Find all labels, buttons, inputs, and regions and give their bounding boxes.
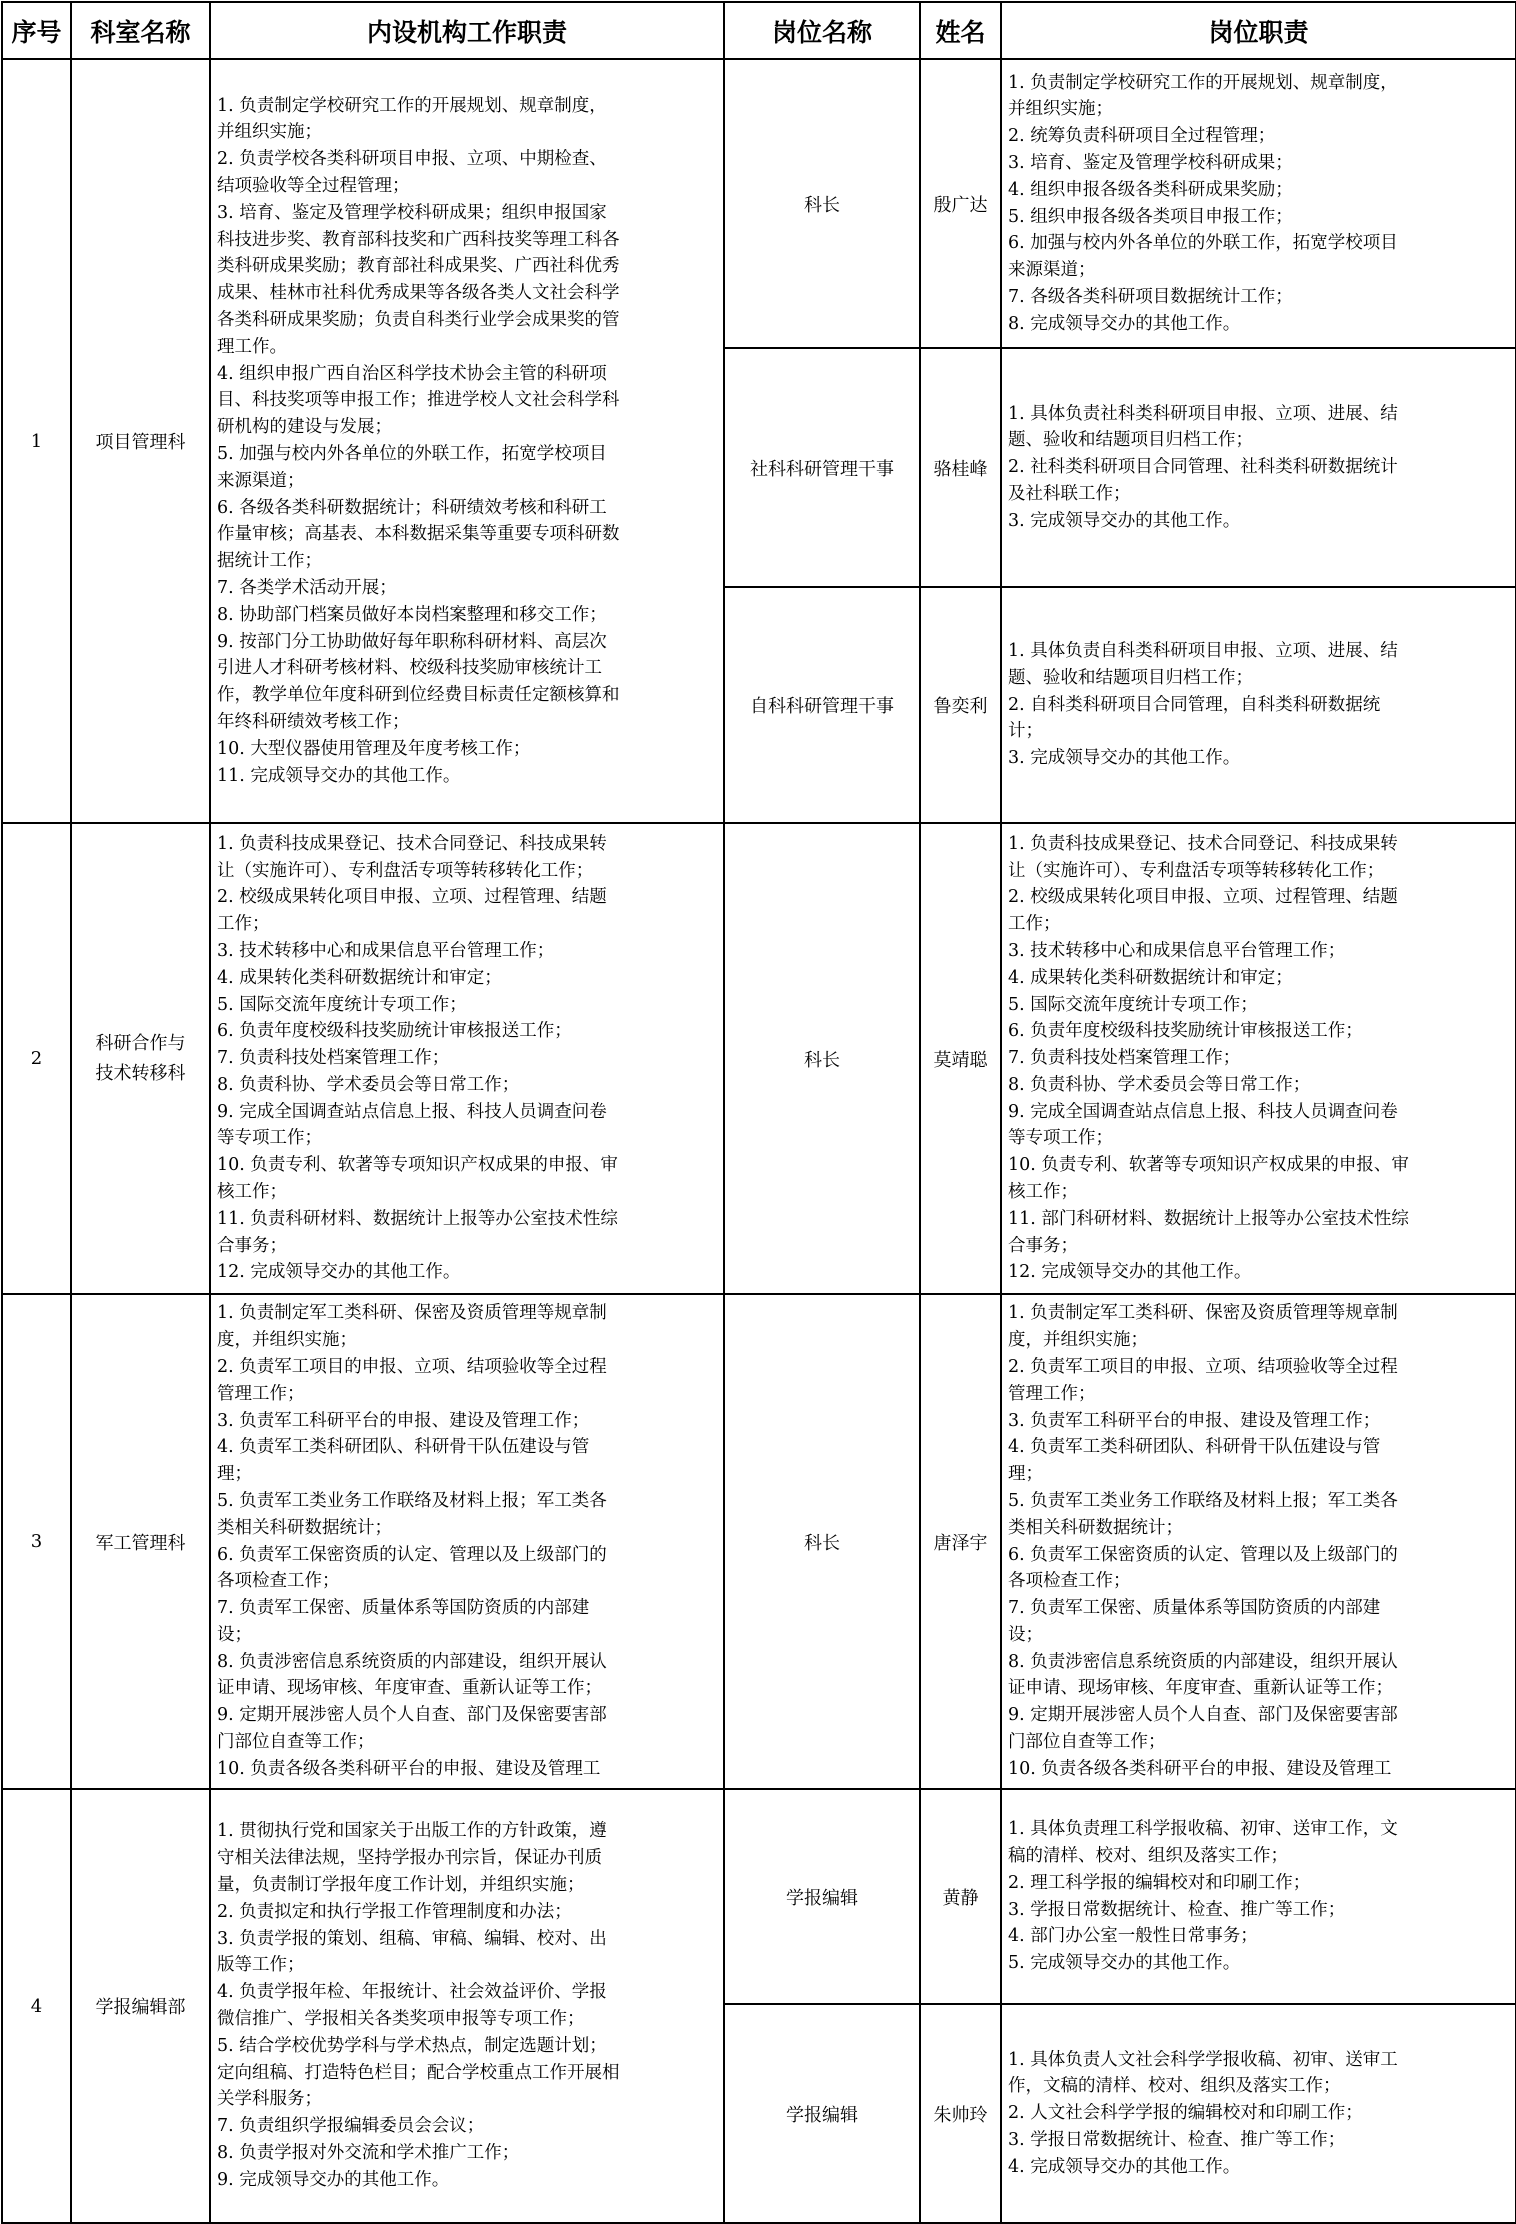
person-name: 黄静 [920,1789,1001,2004]
dept-no: 1 [2,59,71,823]
duty-line: 9. 定期开展涉密人员个人自查、部门及保密要害部 [217,1705,607,1726]
duty-line: 3. 技术转移中心和成果信息平台管理工作； [217,940,555,961]
duty-line: 7. 负责科技处档案管理工作； [217,1048,450,1069]
duty-line: 引进人才科研考核材料、校级科技奖励审核统计工 [217,658,602,679]
post-duties [1001,823,1516,1294]
duty-line: 1. 负责科技成果登记、技术合同登记、科技成果转 [217,833,607,854]
duty-line: 科技进步奖、教育部科技奖和广西科技奖等理工科各 [217,229,620,250]
post-duties [1001,1789,1516,2004]
duty-line: 2. 人文社会科学学报的编辑校对和印刷工作； [1008,2103,1363,2124]
duty-line: 设； [217,1624,252,1645]
duty-line: 6. 负责年度校级科技奖励统计审核报送工作； [217,1021,572,1042]
duty-line: 1. 负责制定学校研究工作的开展规划、规章制度， [217,95,607,116]
duty-line: 门部位自查等工作； [217,1732,375,1753]
post-duties [1001,2004,1516,2223]
duty-line: 1. 具体负责社科类科研项目申报、立项、进展、结 [1008,403,1398,424]
duty-line: 5. 负责军工类业务工作联络及材料上报；军工类各 [1008,1490,1398,1511]
header-duties: 内设机构工作职责 [210,2,724,59]
duty-line: 1. 具体负责理工科学报收稿、初审、送审工作，文 [1008,1819,1398,1840]
dept-no: 3 [2,1294,71,1789]
duty-line: 证申请、现场审核、年度审查、重新认证等工作； [1008,1678,1393,1699]
duty-line: 1. 具体负责自科类科研项目申报、立项、进展、结 [1008,641,1398,661]
duty-line: 6. 各级各类科研数据统计；科研绩效考核和科研工 [217,497,607,518]
duties-table [1,1,1516,2224]
duty-line: 5. 组织申报各级各类项目申报工作； [1008,206,1293,227]
post-duties [1001,59,1516,348]
duty-line: 类相关科研数据统计； [217,1517,392,1538]
post-name: 科长 [724,1294,920,1789]
duty-line: 6. 负责军工保密资质的认定、管理以及上级部门的 [1008,1544,1398,1565]
dept-name-line: 技术转移科 [95,1062,186,1084]
dept-name: 项目管理科 [71,59,210,823]
duty-line: 类科研成果奖励；教育部社科成果奖、广西社科优秀 [217,256,620,277]
post-name: 学报编辑 [724,1789,920,2004]
duty-line: 核工作； [217,1182,287,1203]
duty-line: 8. 负责科协、学术委员会等日常工作； [217,1074,520,1095]
duty-line: 管理工作； [217,1383,305,1404]
duty-line: 管理工作； [1008,1383,1096,1404]
person-name: 骆桂峰 [920,348,1001,587]
duty-line: 7. 各级各类科研项目数据统计工作； [1008,286,1293,307]
duty-line: 让（实施许可）、专利盘活专项等转移转化工作； [1008,860,1385,881]
duty-line: 3. 学报日常数据统计、检查、推广等工作； [1008,2129,1346,2150]
duty-line: 作，文稿的清样、校对、组织及落实工作； [1008,2076,1341,2097]
duty-line: 10. 负责专利、软著等专项知识产权成果的申报、审 [217,1155,618,1176]
duty-line: 年终科研绩效考核工作； [217,711,410,732]
duty-line: 12. 完成领导交办的其他工作。 [217,1262,461,1283]
dept-name: 军工管理科 [71,1294,210,1789]
duty-line: 4. 成果转化类科研数据统计和审定； [1008,967,1293,988]
header-no: 序号 [2,2,71,59]
post-name: 社科科研管理干事 [724,348,920,587]
duty-line: 结项验收等全过程管理； [217,176,410,197]
duty-line: 5. 结合学校优势学科与学术热点，制定选题计划； [217,2035,607,2056]
dept-duties [210,1789,724,2223]
duty-line: 4. 完成领导交办的其他工作。 [1008,2156,1241,2177]
duty-line: 并组织实施； [1008,99,1113,120]
duty-line: 3. 技术转移中心和成果信息平台管理工作； [1008,940,1346,961]
person-name: 朱帅玲 [920,2004,1001,2223]
duty-line: 作，教学单位年度科研到位经费目标责任定额核算和 [217,685,620,706]
duty-line: 3. 负责军工科研平台的申报、建设及管理工作； [217,1410,590,1431]
duty-line: 9. 完成全国调查站点信息上报、科技人员调查问卷 [217,1101,607,1122]
duty-line: 10. 大型仪器使用管理及年度考核工作； [217,738,531,759]
duty-line: 11. 部门科研材料、数据统计上报等办公室技术性综 [1008,1208,1409,1229]
duty-line: 等专项工作； [1008,1128,1113,1149]
post-duties [1001,348,1516,587]
duty-line: 9. 按部门分工协助做好每年职称科研材料、高层次 [217,631,607,652]
duty-line: 核工作； [1008,1182,1078,1203]
duty-line: 8. 负责涉密信息系统资质的内部建设，组织开展认 [1008,1651,1398,1672]
duty-line: 10. 负责专利、软著等专项知识产权成果的申报、审 [1008,1155,1409,1176]
duty-line: 理工作。 [217,336,287,357]
duty-line: 让（实施许可）、专利盘活专项等转移转化工作； [217,860,594,881]
duty-line: 2. 理工科学报的编辑校对和印刷工作； [1008,1872,1311,1893]
duty-line: 2. 自科类科研项目合同管理，自科类科研数据统 [1008,694,1381,715]
duty-line: 定向组稿、打造特色栏目；配合学校重点工作开展相 [217,2062,620,2083]
duty-line: 3. 培育、鉴定及管理学校科研成果；组织申报国家 [217,202,607,223]
duty-line: 计； [1008,721,1043,742]
duty-line: 版等工作； [217,1955,305,1976]
duty-line: 11. 完成领导交办的其他工作。 [217,765,461,786]
duty-line: 工作； [1008,914,1061,935]
duty-line: 5. 加强与校内外各单位的外联工作，拓宽学校项目 [217,444,607,464]
post-name: 学报编辑 [724,2004,920,2223]
duty-line: 1. 具体负责人文社会科学学报收稿、初审、送审工 [1008,2049,1398,2070]
dept-no: 2 [2,823,71,1294]
duty-line: 2. 负责拟定和执行学报工作管理制度和办法； [217,1901,572,1922]
duty-line: 并组织实施； [217,122,322,143]
duty-line: 3. 学报日常数据统计、检查、推广等工作； [1008,1899,1346,1920]
header-name: 姓名 [920,2,1001,59]
duty-line: 各类科研成果奖励；负责自科类行业学会成果奖的管 [217,310,620,331]
duty-line: 量，负责制订学报年度工作计划，并组织实施； [217,1875,585,1896]
dept-duties [210,823,724,1294]
duty-line: 5. 国际交流年度统计专项工作； [1008,994,1258,1015]
duty-line: 各项检查工作； [217,1571,340,1592]
duty-line: 10. 负责各级各类科研平台的申报、建设及管理工 [217,1758,601,1779]
duty-line: 微信推广、学报相关各类奖项申报等专项工作； [217,2009,585,2029]
person-name: 鲁奕利 [920,587,1001,823]
duty-line: 及社科联工作； [1008,483,1131,504]
duty-line: 2. 社科类科研项目合同管理、社科类科研数据统计 [1008,457,1398,478]
dept-duties [210,59,724,823]
duty-line: 7. 负责军工保密、质量体系等国防资质的内部建 [217,1598,590,1619]
duty-line: 类相关科研数据统计； [1008,1517,1183,1538]
dept-no: 4 [2,1789,71,2223]
duty-line: 3. 完成领导交办的其他工作。 [1008,748,1241,769]
duty-line: 8. 完成领导交办的其他工作。 [1008,313,1241,334]
duty-line: 2. 负责学校各类科研项目申报、立项、中期检查、 [217,149,607,170]
duty-line: 4. 组织申报各级各类科研成果奖励； [1008,179,1293,200]
duty-line: 关学科服务； [217,2089,322,2110]
duty-line: 题、验收和结题项目归档工作； [1008,667,1253,688]
duty-line: 1. 负责制定军工类科研、保密及资质管理等规章制 [217,1303,607,1324]
duty-line: 4. 负责军工类科研团队、科研骨干队伍建设与管 [217,1437,590,1458]
person-name: 唐泽宇 [920,1294,1001,1789]
post-duties [1001,1294,1516,1789]
duty-line: 门部位自查等工作； [1008,1732,1166,1753]
duty-line: 9. 完成领导交办的其他工作。 [217,2169,450,2190]
duty-line: 8. 负责涉密信息系统资质的内部建设，组织开展认 [217,1651,607,1672]
duty-line: 1. 贯彻执行党和国家关于出版工作的方针政策，遵 [217,1821,607,1842]
dept-name [71,823,210,1294]
duty-line: 2. 负责军工项目的申报、立项、结项验收等全过程 [1008,1356,1398,1377]
duty-line: 4. 负责军工类科研团队、科研骨干队伍建设与管 [1008,1437,1381,1458]
duty-line: 8. 协助部门档案员做好本岗档案整理和移交工作； [217,604,607,625]
duty-line: 3. 负责学报的策划、组稿、审稿、编辑、校对、出 [217,1928,607,1949]
duty-line: 8. 负责科协、学术委员会等日常工作； [1008,1074,1311,1095]
duty-line: 7. 各类学术活动开展； [217,577,397,598]
duty-line: 11. 负责科研材料、数据统计上报等办公室技术性综 [217,1208,618,1229]
post-name: 科长 [724,823,920,1294]
duty-line: 1. 负责科技成果登记、技术合同登记、科技成果转 [1008,833,1398,854]
header-row [2,2,1516,59]
duty-line: 4. 成果转化类科研数据统计和审定； [217,967,502,988]
duty-line: 8. 负责学报对外交流和学术推广工作； [217,2142,520,2163]
duty-line: 目、科技奖项等申报工作；推进学校人文社会科学科 [217,390,620,411]
duty-line: 6. 负责年度校级科技奖励统计审核报送工作； [1008,1021,1363,1042]
duty-line: 3. 负责军工科研平台的申报、建设及管理工作； [1008,1410,1381,1431]
duty-line: 9. 定期开展涉密人员个人自查、部门及保密要害部 [1008,1705,1398,1726]
duty-line: 1. 负责制定军工类科研、保密及资质管理等规章制 [1008,1303,1398,1324]
post-name: 自科科研管理干事 [724,587,920,823]
post-name: 科长 [724,59,920,348]
table-row [2,823,1516,1294]
duty-line: 5. 完成领导交办的其他工作。 [1008,1953,1241,1974]
duty-line: 度，并组织实施； [217,1330,357,1351]
duty-line: 研机构的建设与发展； [217,417,392,438]
duty-line: 证申请、现场审核、年度审查、重新认证等工作； [217,1678,602,1699]
duty-line: 成果、桂林市社科优秀成果等各级各类人文社会科学 [217,283,620,304]
dept-name-line: 科研合作与 [95,1032,186,1054]
duty-line: 7. 负责军工保密、质量体系等国防资质的内部建 [1008,1598,1381,1619]
duty-line: 1. 负责制定学校研究工作的开展规划、规章制度， [1008,72,1398,93]
dept-duties [210,1294,724,1789]
duty-line: 5. 国际交流年度统计专项工作； [217,994,467,1015]
duty-line: 稿的清样、校对、组织及落实工作； [1008,1845,1288,1866]
duty-line: 4. 部门办公室一般性日常事务； [1008,1926,1258,1947]
duty-line: 题、验收和结题项目归档工作； [1008,430,1253,451]
duty-line: 4. 负责学报年检、年报统计、社会效益评价、学报 [217,1982,607,2003]
table-row [2,59,1516,348]
duty-line: 设； [1008,1624,1043,1645]
duty-line: 2. 统筹负责科研项目全过程管理； [1008,126,1276,147]
duty-line: 作量审核；高基表、本科数据采集等重要专项科研数 [217,524,620,545]
post-duties [1001,587,1516,823]
duty-line: 守相关法律法规，坚持学报办刊宗旨，保证办刊质 [217,1848,602,1869]
duty-line: 6. 负责军工保密资质的认定、管理以及上级部门的 [217,1544,607,1565]
duty-line: 合事务； [1008,1235,1078,1256]
person-name: 殷广达 [920,59,1001,348]
duty-line: 来源渠道； [217,470,305,491]
duty-line: 度，并组织实施； [1008,1330,1148,1351]
duty-line: 工作； [217,914,270,935]
duty-line: 5. 负责军工类业务工作联络及材料上报；军工类各 [217,1490,607,1511]
duty-line: 2. 负责军工项目的申报、立项、结项验收等全过程 [217,1356,607,1377]
duty-line: 来源渠道； [1008,260,1096,281]
duty-line: 10. 负责各级各类科研平台的申报、建设及管理工 [1008,1758,1392,1779]
duty-line: 7. 负责科技处档案管理工作； [1008,1048,1241,1069]
person-name: 莫靖聪 [920,823,1001,1294]
header-post-duties: 岗位职责 [1001,2,1516,59]
duty-line: 理； [1008,1464,1043,1485]
duty-line: 4. 组织申报广西自治区科学技术协会主管的科研项 [217,363,607,384]
table-row [2,1789,1516,2004]
duty-line: 9. 完成全国调查站点信息上报、科技人员调查问卷 [1008,1101,1398,1122]
duty-line: 12. 完成领导交办的其他工作。 [1008,1262,1252,1283]
duty-line: 理； [217,1464,252,1485]
duty-line: 6. 加强与校内外各单位的外联工作，拓宽学校项目 [1008,233,1398,254]
dept-name: 学报编辑部 [71,1789,210,2223]
duty-line: 3. 完成领导交办的其他工作。 [1008,510,1241,531]
duty-line: 等专项工作； [217,1128,322,1149]
duty-line: 2. 校级成果转化项目申报、立项、过程管理、结题 [217,887,607,908]
header-post: 岗位名称 [724,2,920,59]
duty-line: 3. 培育、鉴定及管理学校科研成果； [1008,152,1293,173]
table-row [2,1294,1516,1789]
header-dept: 科室名称 [71,2,210,59]
duty-line: 7. 负责组织学报编辑委员会会议； [217,2116,485,2137]
duty-line: 据统计工作； [217,551,322,572]
duty-line: 合事务； [217,1235,287,1256]
duty-line: 各项检查工作； [1008,1571,1131,1592]
duty-line: 2. 校级成果转化项目申报、立项、过程管理、结题 [1008,887,1398,908]
